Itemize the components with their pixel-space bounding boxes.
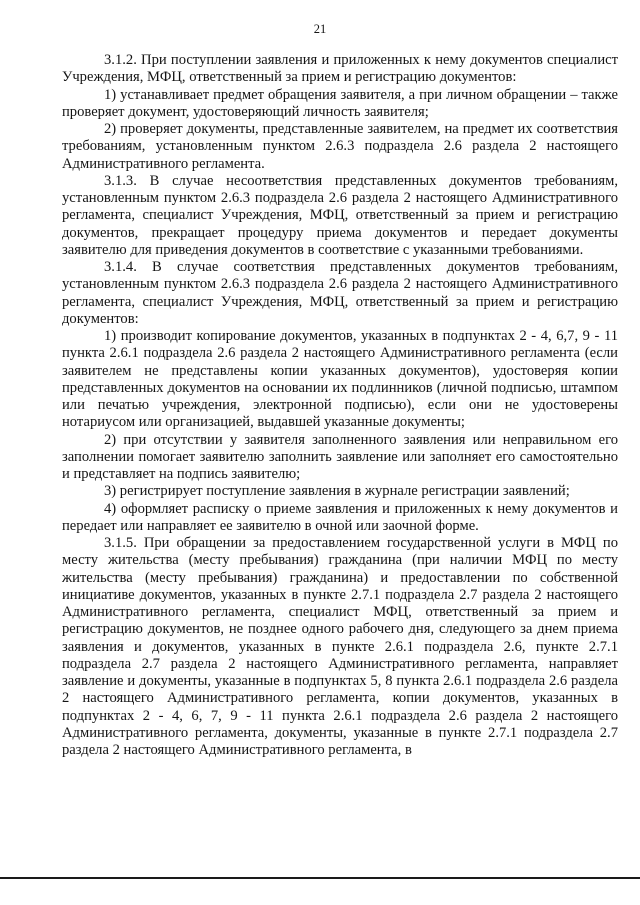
paragraph-3-1-2-item-2: 2) проверяет документы, представленные заявителем, на предмет их соответствия требованиям, установленным пунктом 2.6.3 подраздела 2.6 раздела 2 настоящего Административного регламента. [62,121,618,172]
document-body [62,52,618,759]
paragraph-3-1-2: 3.1.2. При поступлении заявления и приложенных к нему документов специалист Учреждения, МФЦ, ответственный за прием и регистрацию документов: [62,52,618,86]
paragraph-3-1-4: 3.1.4. В случае соответствия представленных документов требованиям, установленным пунктом 2.6.3 подраздела 2.6 раздела 2 настоящего Административного регламента, специалист Учреждения, МФЦ, ответственный за прием и регистрацию документов: [62,259,618,327]
paragraph-3-1-2-item-1: 1) устанавливает предмет обращения заявителя, а при личном обращении – также проверяет документ, удостоверяющий личность заявителя; [62,86,618,120]
paragraph-3-1-4-item-1: 1) производит копирование документов, указанных в подпунктах 2 - 4, 6,7, 9 - 11 пункта 2.6.1 подраздела 2.6 раздела 2 настоящего Административного регламента (если заявителем не представлены копии указанных документов), удостоверяя копии представленных документов на основании их подлинников (личной подписью, штампом или печатью учреждения, электронной подписью), если они не удостоверены нотариусом или организацией, выдавшей указанные документы; [62,328,618,431]
paragraph-3-1-4-item-4: 4) оформляет расписку о приеме заявления и приложенных к нему документов и передает или направляет ее заявителю в очной или заочной форме. [62,500,618,534]
paragraph-3-1-3: 3.1.3. В случае несоответствия представленных документов требованиям, установленным пунктом 2.6.3 подраздела 2.6 раздела 2 настоящего Административного регламента, специалист Учреждения, МФЦ, ответственный за прием и регистрацию документов, прекращает процедуру приема документов и передает документы заявителю для приведения документов в соответствие с указанными требованиями. [62,172,618,258]
page-number: 21 [313,22,327,36]
paragraph-3-1-5: 3.1.5. При обращении за предоставлением государственной услуги в МФЦ по месту жительства (месту пребывания) гражданина (при наличии МФЦ по месту жительства (месту пребывания) гражданина) и предоставлении по собственной инициативе документов, указанных в пункте 2.7.1 подраздела 2.7 раздела 2 настоящего Административного регламента, специалист МФЦ, ответственный за прием и регистрацию документов, не позднее одного рабочего дня, следующего за днем приема заявления и документов, указанных в пункте 2.6.1 подраздела 2.6, пункте 2.7.1 подраздела 2.7 раздела 2 настоящего Административного регламента, направляет заявление и документы, указанные в подпунктах 5, 8 пункта 2.6.1 подраздела 2.6 раздела 2 настоящего Административного регламента, копии документов, указанных в подпунктах 2 - 4, 6, 7, 9 - 11 пункта 2.6.1 подраздела 2.6 раздела 2 настоящего Административного регламента, документы, указанные в пункте 2.7.1 подраздела 2.7 раздела 2 настоящего Административного регламента, в [62,535,618,758]
paragraph-3-1-4-item-3: 3) регистрирует поступление заявления в журнале регистрации заявлений; [104,483,570,500]
page-bottom-divider [0,877,640,879]
paragraph-3-1-4-item-2: 2) при отсутствии у заявителя заполненного заявления или неправильном его заполнении помогает заявителю заполнить заявление или заполняет его самостоятельно и представляет на подпись заявителю; [62,431,618,482]
